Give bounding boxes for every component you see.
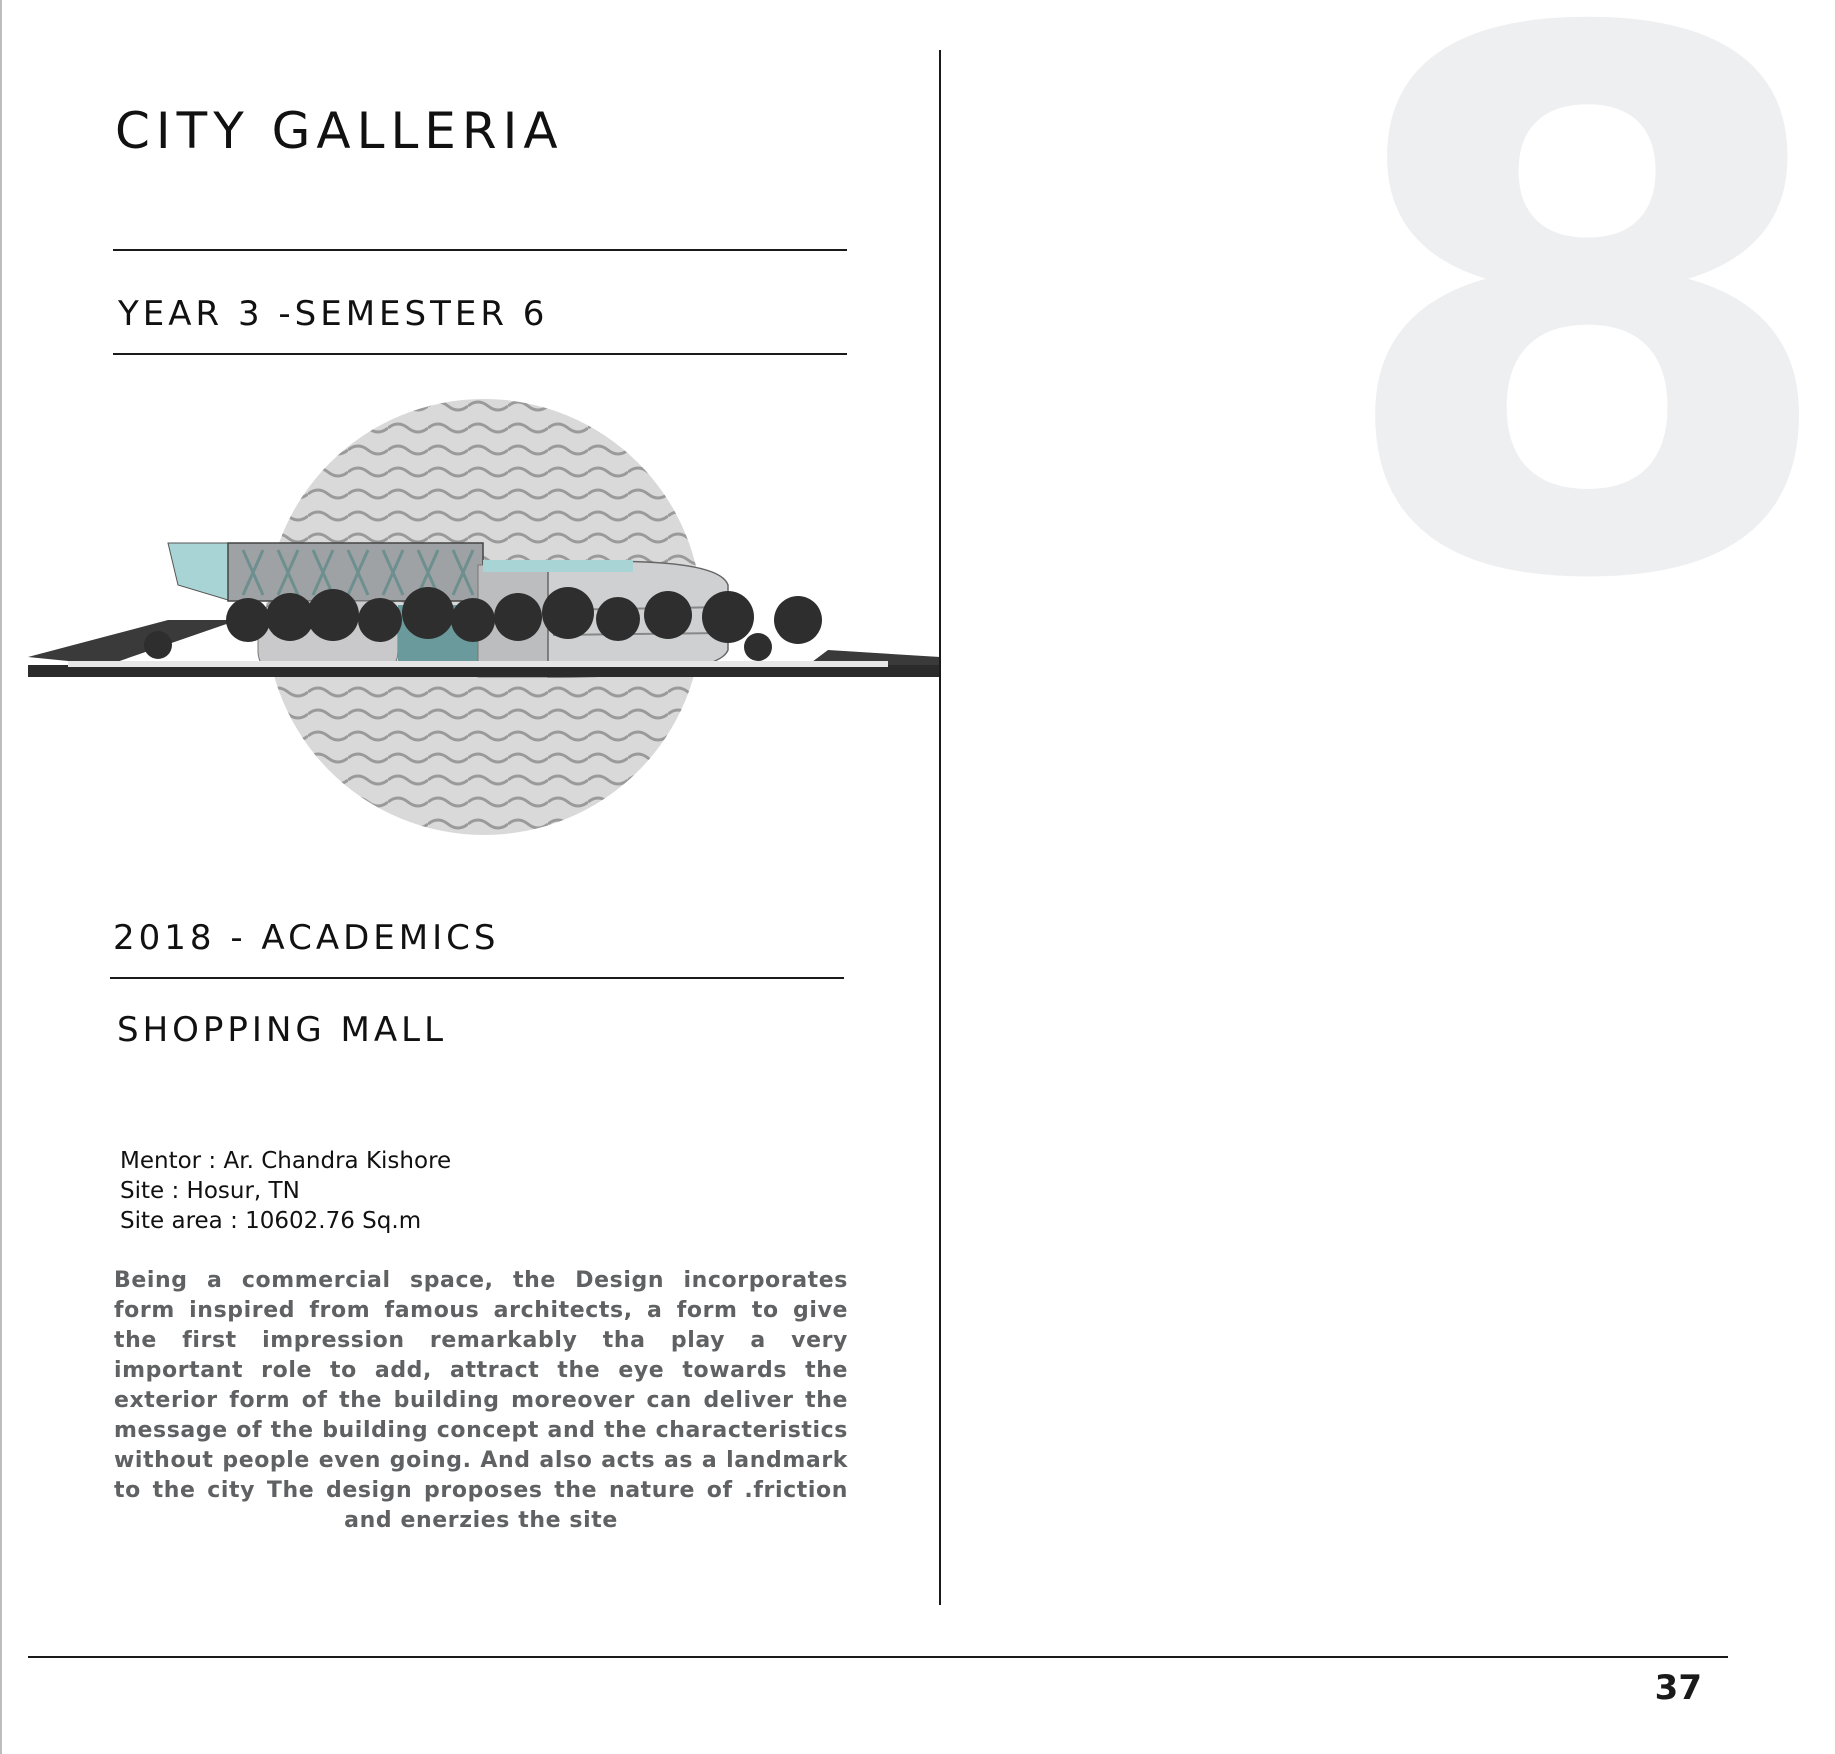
mentor-line: Mentor : Ar. Chandra Kishore [120, 1148, 452, 1174]
mall-illustration [28, 395, 940, 840]
year-semester-label: YEAR 3 -SEMESTER 6 [118, 294, 549, 334]
year-academics-label: 2018 - ACADEMICS [113, 918, 500, 958]
page-left-edge [0, 0, 2, 1754]
semester-divider [113, 353, 847, 355]
chapter-number-watermark: 8 [1330, 0, 1835, 741]
page-number: 37 [1654, 1668, 1702, 1708]
project-description: Being a commercial space, the Design incorporates form inspired from famous architects, a form to give the first impression remarkably tha play a very important role to add, attract the eye towards the exterior form of the building moreover can deliver the message of the building concept and the characteristics without people even going. And also acts as a landmark to the city The design proposes the nature of .friction and enerzies the site [114, 1268, 848, 1533]
project-facts [120, 1146, 451, 1236]
academics-divider [110, 977, 844, 979]
footer-divider [28, 1656, 1728, 1658]
site-area-line: Site area : 10602.76 Sq.m [120, 1208, 422, 1234]
site-line: Site : Hosur, TN [120, 1178, 300, 1204]
column-divider [939, 50, 941, 1605]
project-title: CITY GALLERIA [115, 102, 564, 160]
building-type-label: SHOPPING MALL [117, 1010, 448, 1050]
title-divider [113, 249, 847, 251]
